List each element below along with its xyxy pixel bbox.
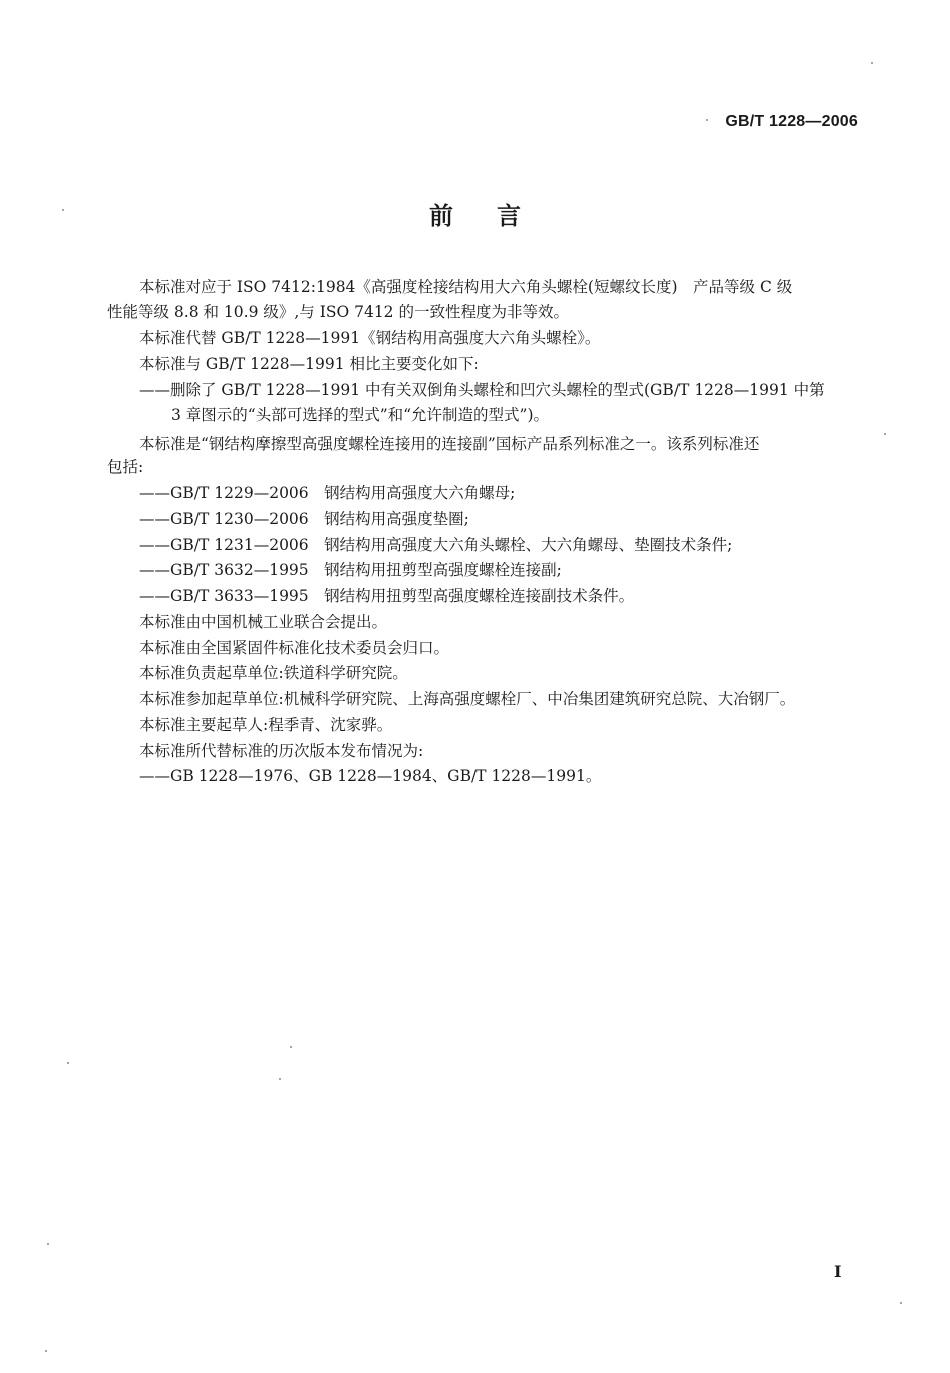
scan-speck <box>45 1350 47 1352</box>
list-item: ——GB/T 3632—1995 钢结构用扭剪型高强度螺栓连接副; <box>139 561 562 579</box>
preface-line: 包括: <box>107 458 144 476</box>
scan-speck <box>706 119 708 121</box>
preface-line: 本标准由中国机械工业联合会提出。 <box>139 613 388 631</box>
page-title: 前言 <box>429 202 565 230</box>
list-item: ——GB/T 1230—2006 钢结构用高强度垫圈; <box>139 510 469 528</box>
standard-code: GB/T 1228—2006 <box>725 113 858 130</box>
preface-line: 本标准代替 GB/T 1228—1991《钢结构用高强度大六角头螺栓》。 <box>139 329 601 347</box>
preface-line: ——删除了 GB/T 1228—1991 中有关双倒角头螺栓和凹穴头螺栓的型式(GB/T 1228—1991 中第 <box>139 381 825 399</box>
scan-speck <box>47 1243 49 1245</box>
scan-speck <box>884 433 886 435</box>
preface-line: 3 章图示的“头部可选择的型式”和“允许制造的型式”)。 <box>171 406 550 424</box>
preface-line: 本标准是“钢结构摩擦型高强度螺栓连接用的连接副”国标产品系列标准之一。该系列标准还 <box>139 435 760 453</box>
scan-speck <box>290 1046 292 1048</box>
preface-line: 本标准负责起草单位:铁道科学研究院。 <box>139 664 408 682</box>
list-item: ——GB 1228—1976、GB 1228—1984、GB/T 1228—1991。 <box>139 767 602 785</box>
preface-line: 本标准由全国紧固件标准化技术委员会归口。 <box>139 639 450 657</box>
list-item: ——GB/T 1229—2006 钢结构用高强度大六角螺母; <box>139 484 516 502</box>
preface-line: 性能等级 8.8 和 10.9 级》,与 ISO 7412 的一致性程度为非等效。 <box>107 303 569 321</box>
page-number: I <box>834 1262 842 1281</box>
preface-line: 本标准参加起草单位:机械科学研究院、上海高强度螺栓厂、中冶集团建筑研究总院、大冶钢厂。 <box>139 690 796 708</box>
list-item: ——GB/T 1231—2006 钢结构用高强度大六角头螺栓、大六角螺母、垫圈技术条件; <box>139 536 733 554</box>
preface-line: 本标准所代替标准的历次版本发布情况为: <box>139 742 424 760</box>
scan-speck <box>62 209 64 211</box>
scan-speck <box>900 1302 902 1304</box>
scan-speck <box>279 1078 281 1080</box>
list-item: ——GB/T 3633—1995 钢结构用扭剪型高强度螺栓连接副技术条件。 <box>139 587 635 605</box>
preface-line: 本标准对应于 ISO 7412:1984《高强度栓接结构用大六角头螺栓(短螺纹长度) 产品等级 C 级 <box>139 278 793 296</box>
scan-speck <box>871 62 873 64</box>
scan-speck <box>67 1062 69 1064</box>
preface-line: 本标准主要起草人:程季青、沈家骅。 <box>139 716 393 734</box>
preface-line: 本标准与 GB/T 1228—1991 相比主要变化如下: <box>139 355 479 373</box>
